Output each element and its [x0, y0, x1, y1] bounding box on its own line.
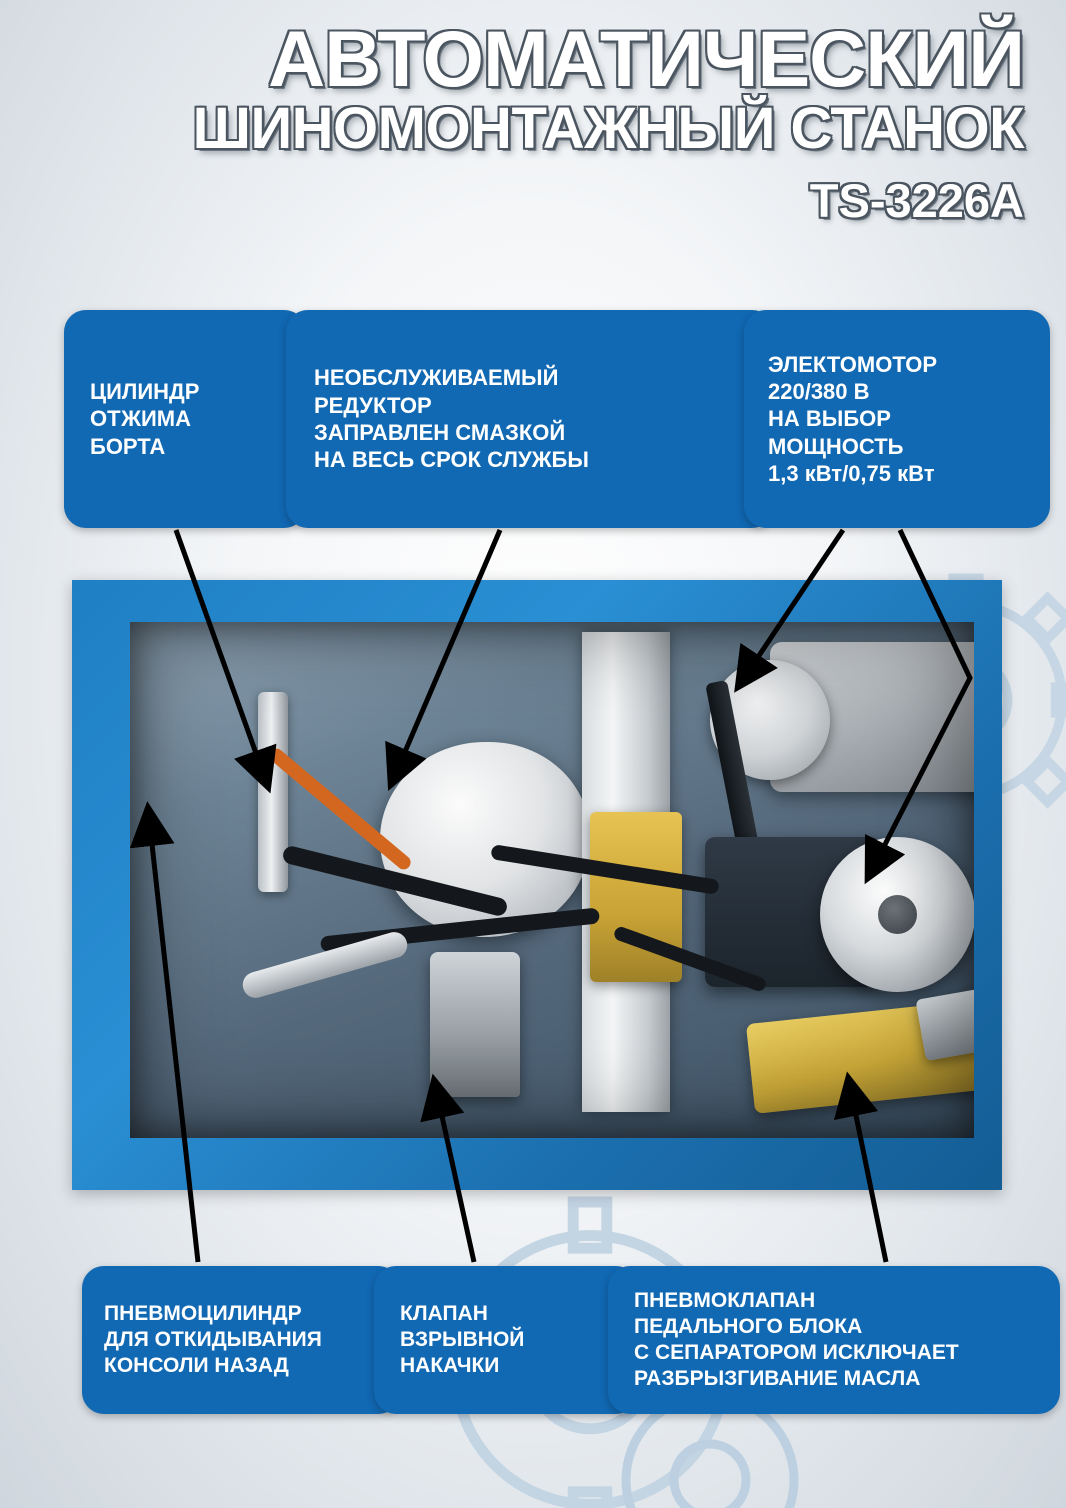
callout-motor-line-1: ЭЛЕКТОМОТОР: [768, 351, 938, 377]
callout-reducer-line-1: НЕОБСЛУЖИВАЕМЫЙ: [314, 365, 559, 391]
callout-reducer-line-4: НА ВЕСЬ СРОК СЛУЖБЫ: [314, 447, 589, 473]
motor-pulley: [820, 837, 974, 992]
callout-pedal-line-1: ПНЕВМОКЛАПАН: [634, 1288, 816, 1312]
callout-pedal-line-2: ПЕДАЛЬНОГО БЛОКА: [634, 1314, 863, 1338]
callout-valve-line-3: НАКАЧКИ: [400, 1354, 500, 1378]
callout-valve-line-1: КЛАПАН: [400, 1301, 488, 1325]
callout-pedal-line-4: РАЗБРЫЗГИВАНИЕ МАСЛА: [634, 1367, 921, 1391]
callout-pneumo-cylinder[interactable]: [82, 1266, 400, 1414]
callout-pedal-valve[interactable]: [608, 1266, 1060, 1414]
callout-inflation-valve[interactable]: [374, 1266, 638, 1414]
model-label: TS-3226A: [809, 173, 1024, 227]
pedal-plate: [915, 981, 974, 1061]
callout-pneumo-line-3: КОНСОЛИ НАЗАД: [104, 1354, 289, 1378]
inflation-valve-body: [430, 952, 520, 1097]
bead-press-cylinder: [258, 692, 288, 892]
callout-cylinder-line-3: БОРТА: [90, 433, 166, 459]
callout-pneumo-line-2: ДЛЯ ОТКИДЫВАНИЯ: [104, 1327, 322, 1351]
machine-photo-interior: [130, 622, 974, 1138]
callout-cylinder[interactable]: [64, 310, 306, 528]
callout-cylinder-line-1: ЦИЛИНДР: [90, 379, 200, 405]
poster-header: [0, 0, 1066, 228]
callout-pedal-line-3: С СЕПАРАТОРОМ ИСКЛЮЧАЕТ: [634, 1341, 959, 1364]
callout-motor-line-3: НА ВЫБОР: [768, 406, 891, 432]
page-subtitle: ШИНОМОНТАЖНЫЙ СТАНОК: [192, 96, 1024, 162]
callout-reducer-line-2: РЕДУКТОР: [314, 392, 432, 418]
machine-photo: [72, 580, 1002, 1190]
callout-pneumo-line-1: ПНЕВМОЦИЛИНДР: [104, 1301, 302, 1325]
callout-motor-line-2: 220/380 В: [768, 379, 870, 405]
callout-motor-line-4: МОЩНОСТЬ: [768, 433, 904, 459]
callout-cylinder-line-2: ОТЖИМА: [90, 406, 192, 432]
callout-reducer[interactable]: [286, 310, 774, 528]
callout-motor[interactable]: [744, 310, 1050, 528]
callout-motor-line-5: 1,3 кВт/0,75 кВт: [768, 460, 935, 486]
callout-valve-line-2: ВЗРЫВНОЙ: [400, 1327, 525, 1351]
page-title: АВТОМАТИЧЕСКИЙ: [268, 14, 1024, 103]
callout-reducer-line-3: ЗАПРАВЛЕН СМАЗКОЙ: [314, 420, 566, 445]
